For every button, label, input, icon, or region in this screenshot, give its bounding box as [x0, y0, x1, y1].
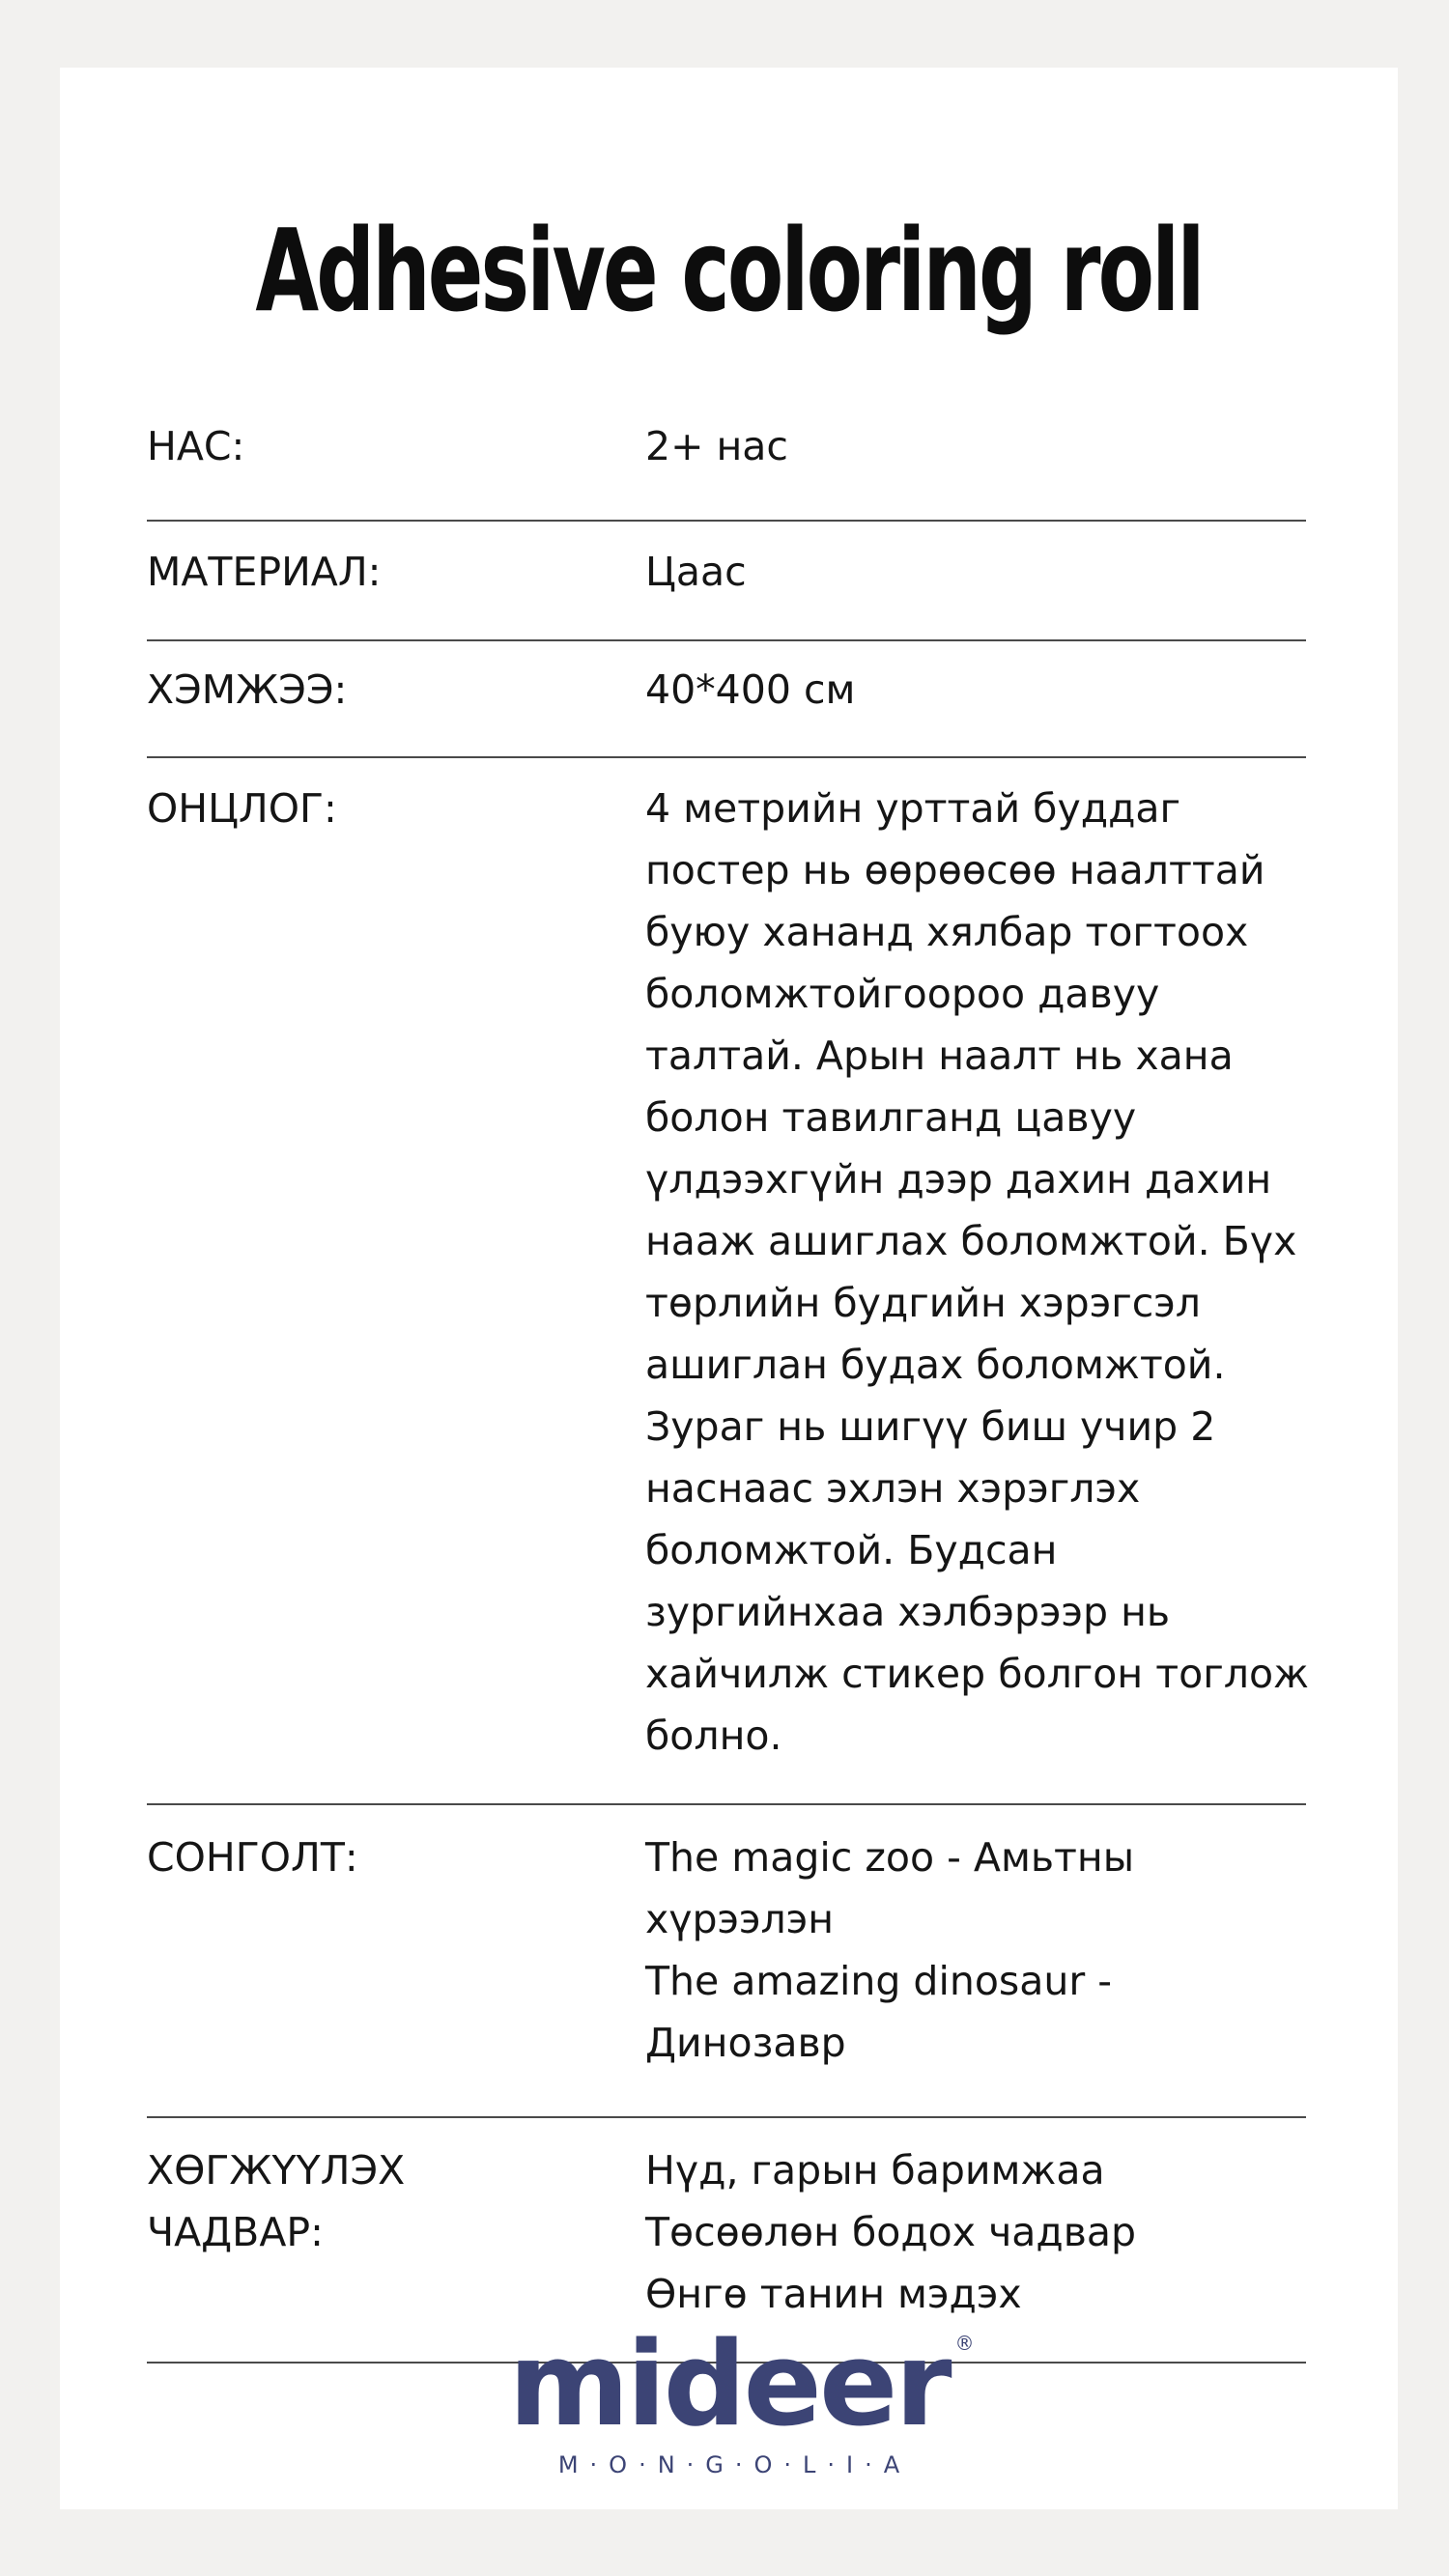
- option-line: The amazing dinosaur -: [645, 1958, 1113, 2004]
- feature-line: болон тавилганд цавуу: [645, 1094, 1137, 1141]
- spec-label-feature: ОНЦЛОГ:: [147, 785, 337, 832]
- skill-label-line: ХӨГЖҮҮЛЭХ: [147, 2147, 406, 2194]
- spec-row-option: [147, 1805, 1306, 2118]
- feature-line: төрлийн будгийн хэрэгсэл: [645, 1280, 1201, 1326]
- spec-value-size: 40*400 см: [645, 666, 856, 713]
- spec-value-option: [645, 1826, 1306, 2116]
- product-card: [60, 68, 1398, 2509]
- registered-mark: ®: [954, 2332, 975, 2355]
- skill-line: Нүд, гарын баримжаа: [645, 2147, 1105, 2194]
- spec-value-age: 2+ нас: [645, 423, 788, 469]
- skill-line: Төсөөлөн бодох чадвар: [645, 2209, 1137, 2255]
- spec-label-material: МАТЕРИАЛ:: [147, 549, 382, 595]
- option-line: Динозавр: [645, 2020, 846, 2066]
- spec-label-size: ХЭМЖЭЭ:: [147, 666, 348, 713]
- option-line: хүрээлэн: [645, 1896, 835, 1942]
- logo-subtitle: M·O·N·G·O·L·I·A: [557, 2451, 912, 2478]
- spec-value-feature: [645, 778, 1309, 1803]
- feature-line: Зураг нь шигүү биш учир 2: [645, 1403, 1216, 1450]
- logo-wordmark: [508, 2318, 975, 2452]
- skill-label-line: ЧАДВАР:: [147, 2209, 324, 2255]
- spec-label-age: НАС:: [147, 423, 245, 469]
- spec-value-material: Цаас: [645, 549, 747, 595]
- spec-row-size: [147, 641, 1306, 758]
- page-title: Adhesive coloring roll: [255, 204, 1203, 337]
- feature-line: 4 метрийн урттай буддаг: [645, 785, 1181, 832]
- spec-table: [147, 415, 1309, 2364]
- spec-row-material: [147, 522, 1306, 641]
- feature-line: болно.: [645, 1713, 782, 1759]
- feature-line: хайчилж стикер болгон тоглож: [645, 1651, 1309, 1697]
- spec-label-option: СОНГОЛТ:: [147, 1834, 358, 1881]
- feature-line: талтай. Арын наалт нь хана: [645, 1033, 1234, 1079]
- option-line: The magic zoo - Амьтны: [645, 1834, 1135, 1881]
- feature-line: боломжтой. Будсан: [645, 1527, 1058, 1573]
- feature-line: зургийнхаа хэлбэрээр нь: [645, 1589, 1171, 1635]
- skill-line: Өнгө танин мэдэх: [645, 2271, 1022, 2317]
- feature-line: наснаас эхлэн хэрэглэх: [645, 1465, 1141, 1512]
- feature-line: үлдээхгүйн дээр дахин дахин: [645, 1156, 1272, 1203]
- feature-line: постер нь өөрөөсөө наалттай: [645, 847, 1265, 893]
- feature-line: нааж ашиглах боломжтой. Бүх: [645, 1218, 1297, 1264]
- spec-row-age: [147, 415, 1306, 522]
- feature-line: боломжтойгоороо давуу: [645, 971, 1160, 1017]
- feature-line: ашиглан будах боломжтой.: [645, 1342, 1226, 1388]
- logo-text: mideer: [508, 2318, 950, 2452]
- feature-line: буюу хананд хялбар тогтоох: [645, 909, 1249, 955]
- spec-row-feature: [147, 758, 1309, 1805]
- brand-logo: [60, 2318, 1398, 2478]
